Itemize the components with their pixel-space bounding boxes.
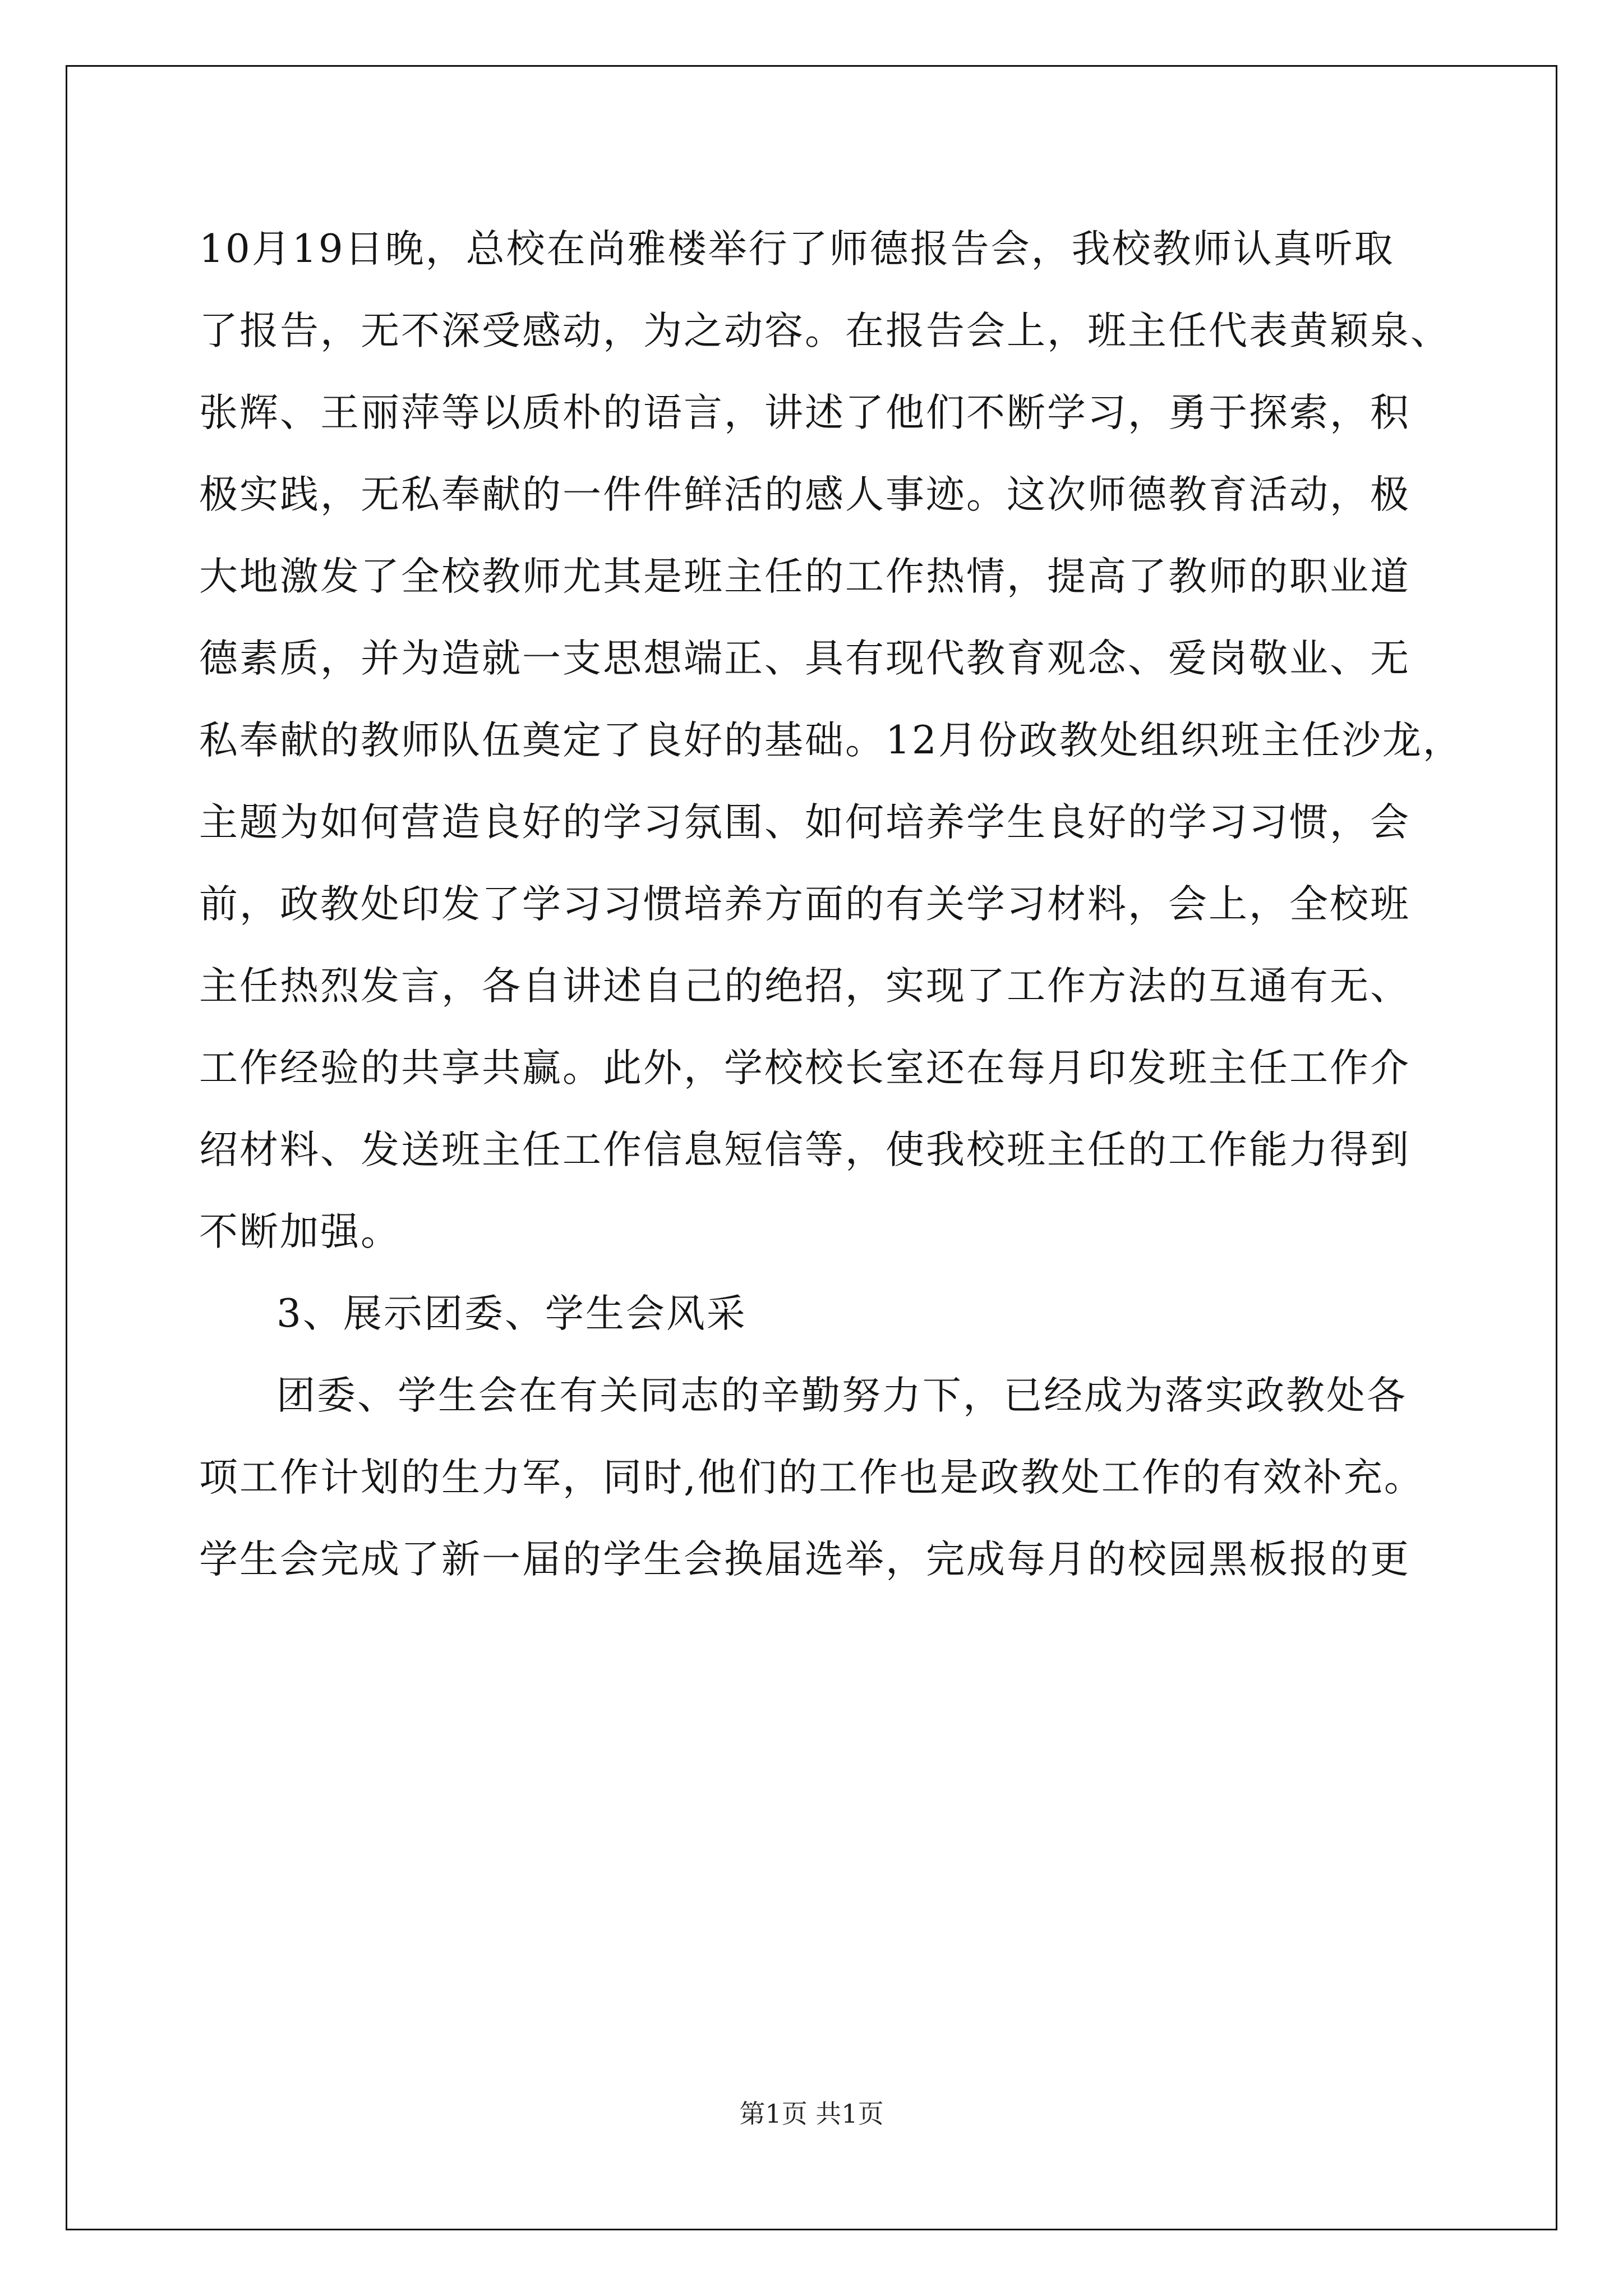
text-line: 绍材料、发送班主任工作信息短信等，使我校班主任的工作能力得到	[199, 1128, 1410, 1172]
text-line: 了报告，无不深受感动，为之动容。在报告会上，班主任代表黄颖泉、	[199, 309, 1451, 353]
text-line: 前，政教处印发了学习习惯培养方面的有关学习材料，会上，全校班	[199, 882, 1410, 927]
text-line: 项工作计划的生力军，同时,他们的工作也是政教处工作的有效补充。	[199, 1455, 1424, 1500]
text-line: 私奉献的教师队伍奠定了良好的基础。12月份政教处组织班主任沙龙，	[199, 718, 1463, 763]
page-number: 第1页 共1页	[739, 2099, 884, 2129]
text-line: 主题为如何营造良好的学习氛围、如何培养学生良好的学习习惯，会	[199, 800, 1410, 845]
text-line: 张辉、王丽萍等以质朴的语言，讲述了他们不断学习，勇于探索，积	[199, 390, 1410, 435]
text-line: 极实践，无私奉献的一件件鲜活的感人事迹。这次师德教育活动，极	[199, 472, 1410, 517]
text-line: 工作经验的共享共赢。此外，学校校长室还在每月印发班主任工作介	[199, 1046, 1410, 1091]
text-line: 大地激发了全校教师尤其是班主任的工作热情，提高了教师的职业道	[199, 554, 1410, 599]
text-line: 10月19日晚，总校在尚雅楼举行了师德报告会，我校教师认真听取	[199, 227, 1395, 272]
text-line: 学生会完成了新一届的学生会换届选举，完成每月的校园黑板报的更	[199, 1537, 1410, 1582]
text-line: 德素质，并为造就一支思想端正、具有现代教育观念、爱岗敬业、无	[199, 636, 1410, 681]
text-line: 团委、学生会在有关同志的辛勤努力下，已经成为落实政教处各	[276, 1373, 1407, 1418]
text-line: 主任热烈发言，各自讲述自己的绝招，实现了工作方法的互通有无、	[199, 964, 1410, 1009]
text-line: 不断加强。	[199, 1209, 401, 1254]
section-heading: 3、展示团委、学生会风采	[276, 1291, 747, 1336]
